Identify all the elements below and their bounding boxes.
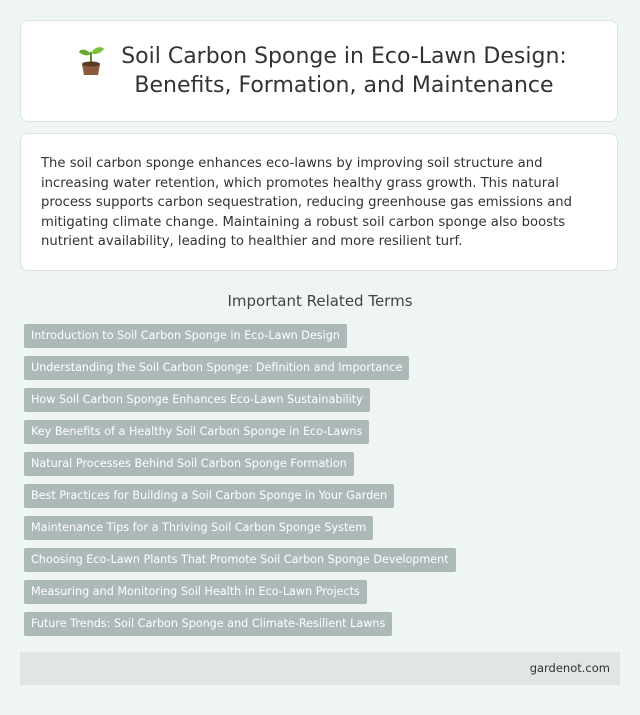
related-term-link[interactable]: Measuring and Monitoring Soil Health in Eco-Lawn Projects	[24, 580, 367, 604]
page-title-line1: Soil Carbon Sponge in Eco-Lawn Design:	[121, 44, 567, 69]
related-term-link[interactable]: Best Practices for Building a Soil Carbon Sponge in Your Garden	[24, 484, 394, 508]
footer-site-name: gardenot.com	[529, 661, 610, 675]
related-term-link[interactable]: Future Trends: Soil Carbon Sponge and Climate-Resilient Lawns	[24, 612, 392, 636]
sprout-icon	[71, 44, 111, 76]
description-text: The soil carbon sponge enhances eco-lawns by improving soil structure and increasing water retention, which promotes healthy grass growth. This natural process supports carbon sequestration, reducing greenhouse gas emissions and mitigating climate change. Maintaining a robust soil carbon sponge also boosts nutrient availability, leading to healthier and more resilient turf.	[41, 156, 573, 250]
footer	[20, 652, 620, 685]
page-title-line2: Benefits, Formation, and Maintenance	[134, 73, 554, 98]
related-terms-list	[24, 324, 616, 644]
title-card	[20, 20, 618, 122]
related-term-link[interactable]: Choosing Eco-Lawn Plants That Promote Soil Carbon Sponge Development	[24, 548, 456, 572]
description-card	[20, 133, 618, 271]
related-term-link[interactable]: How Soil Carbon Sponge Enhances Eco-Lawn Sustainability	[24, 388, 370, 412]
related-term-link[interactable]: Understanding the Soil Carbon Sponge: Definition and Importance	[24, 356, 409, 380]
related-terms-heading: Important Related Terms	[227, 292, 413, 310]
title-wrap	[71, 42, 567, 100]
related-term-link[interactable]: Natural Processes Behind Soil Carbon Sponge Formation	[24, 452, 354, 476]
related-term-link[interactable]: Maintenance Tips for a Thriving Soil Carbon Sponge System	[24, 516, 373, 540]
related-term-link[interactable]: Introduction to Soil Carbon Sponge in Eco-Lawn Design	[24, 324, 347, 348]
related-term-link[interactable]: Key Benefits of a Healthy Soil Carbon Sponge in Eco-Lawns	[24, 420, 369, 444]
page-title	[121, 42, 567, 100]
